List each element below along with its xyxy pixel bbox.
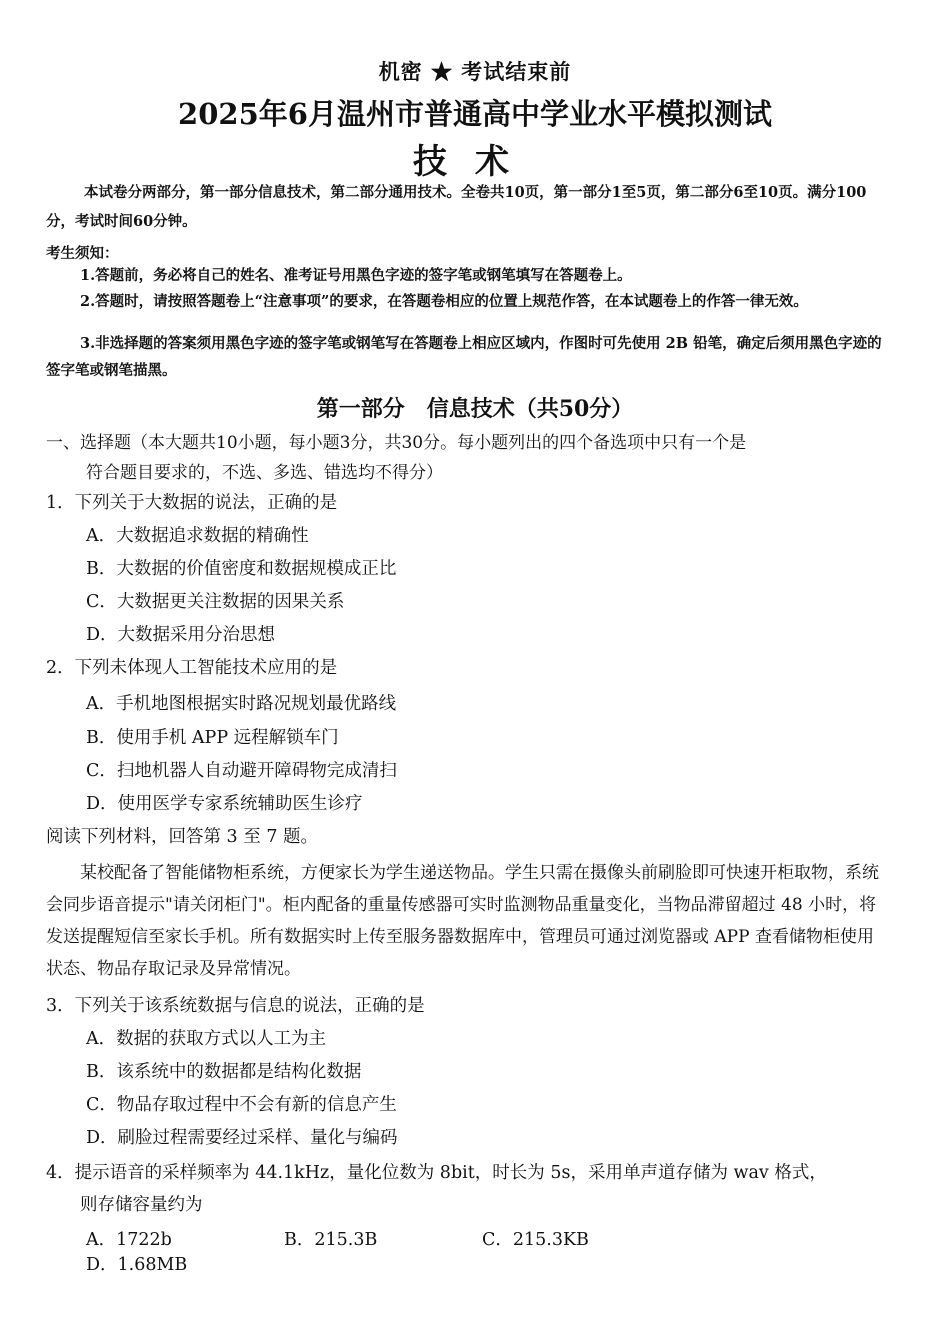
question-4-stem-line1: 4．提示语音的采样频率为 44.1kHz，量化位数为 8bit，时长为 5s，采用单声道存储为 wav 格式， [46, 1163, 827, 1183]
question-3-stem: 3．下列关于该系统数据与信息的说法，正确的是 [46, 996, 425, 1016]
question-2-stem: 2．下列未体现人工智能技术应用的是 [46, 658, 338, 678]
exam-title: 2025年6月温州市普通高中学业水平模拟测试 [178, 97, 772, 131]
question-1-option-c: C．大数据更关注数据的因果关系 [86, 592, 345, 612]
question-4-option-b: B．215.3B [284, 1230, 378, 1250]
question-4-option-c: C．215.3KB [482, 1230, 589, 1250]
question-3-option-b: B．该系统中的数据都是结构化数据 [86, 1062, 362, 1082]
part-one-heading: 第一部分 信息技术（共50分） [316, 396, 634, 422]
notice-heading: 考生须知： [46, 245, 119, 262]
question-4-stem-line2: 则存储容量约为 [80, 1195, 203, 1215]
reading-paragraph: 某校配备了智能储物柜系统，方便家长为学生递送物品。学生只需在摄像头前刷脸即可快速开柜取物，系统会同步语音提示"请关闭柜门"。柜内配备的重量传感器可实时监测物品重量变化，当物品滞留超过 48 小时，将发送提醒短信至家长手机。所有数据实时上传至服务器数据库中，管理员可通过浏览器或 APP 查看储物柜使用状态、物品存取记录及异常情况。 [46, 863, 879, 979]
question-4-stem [46, 1157, 890, 1221]
notice-item-2: 2.答题时，请按照答题卷上“注意事项”的要求，在答题卷相应的位置上规范作答，在本试题卷上的作答一律无效。 [80, 293, 808, 310]
question-1-stem: 1．下列关于大数据的说法，正确的是 [46, 493, 338, 513]
question-2-option-a: A．手机地图根据实时路况规划最优路线 [86, 694, 397, 714]
section-heading-line1: 一、选择题（本大题共10小题，每小题3分，共30分。每小题列出的四个备选项中只有一个是 [46, 433, 747, 453]
section-heading-line2: 符合题目要求的，不选、多选、错选均不得分） [86, 463, 443, 483]
question-2-option-d: D．使用医学专家系统辅助医生诊疗 [86, 794, 363, 814]
reading-lead: 阅读下列材料，回答第 3 至 7 题。 [46, 827, 319, 847]
intro-paragraph: 本试卷分两部分，第一部分信息技术，第二部分通用技术。全卷共10页，第一部分1至5页，第二部分6至10页。满分100分，考试时间60分钟。 [46, 184, 867, 230]
question-3-option-c: C．物品存取过程中不会有新的信息产生 [86, 1095, 397, 1115]
question-3-option-a: A．数据的获取方式以人工为主 [86, 1029, 327, 1049]
question-4-option-d: D．1.68MB [86, 1255, 188, 1275]
question-4-options [86, 1226, 846, 1276]
notice-item-3: 3.非选择题的答案须用黑色字迹的签字笔或钢笔写在答题卷上相应区域内，作图时可先使用 2B 铅笔，确定后须用黑色字迹的签字笔或钢笔描黑。 [46, 335, 882, 379]
question-1-option-b: B．大数据的价值密度和数据规模成正比 [86, 559, 397, 579]
notice-item-1: 1.答题前，务必将自己的姓名、准考证号用黑色字迹的签字笔或钢笔填写在答题卷上。 [80, 267, 632, 284]
question-1-option-a: A．大数据追求数据的精确性 [86, 526, 309, 546]
question-2-option-b: B．使用手机 APP 远程解锁车门 [86, 728, 339, 748]
question-3-option-d: D．刷脸过程需要经过采样、量化与编码 [86, 1128, 398, 1148]
question-4-option-a: A．1722b [86, 1230, 172, 1250]
confidential-label: 机密 ★ 考试结束前 [378, 59, 572, 84]
section-heading [46, 428, 890, 488]
subject-title: 技术 [413, 142, 537, 182]
question-1-option-d: D．大数据采用分治思想 [86, 625, 276, 645]
question-2-option-c: C．扫地机器人自动避开障碍物完成清扫 [86, 761, 397, 781]
